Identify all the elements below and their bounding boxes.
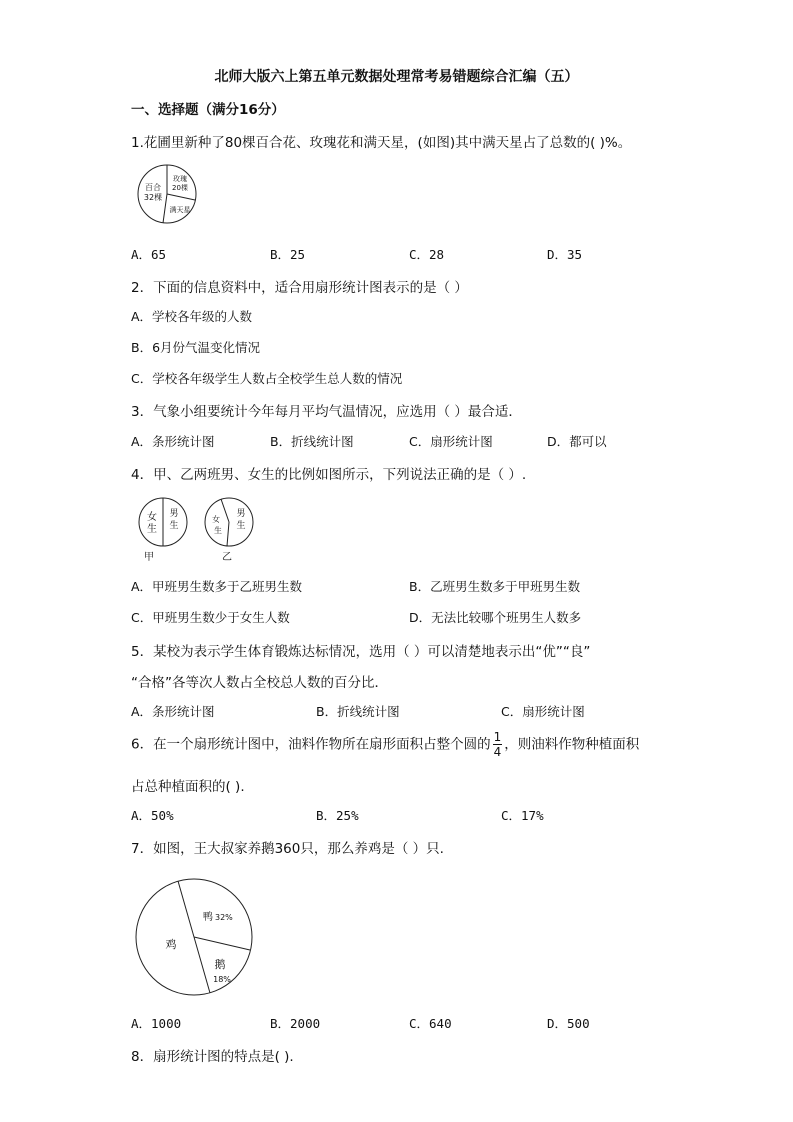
q5-option-b[interactable]: B．折线统计图 bbox=[316, 704, 400, 719]
q1-label-lily: 百合 bbox=[145, 183, 161, 192]
q6-text-after: ，则油料作物种植面积 bbox=[504, 736, 640, 753]
q4-pie-yi-divider-2 bbox=[227, 522, 229, 546]
q3-option-d[interactable]: D．都可以 bbox=[547, 434, 607, 449]
q7-label-chicken: 鸡 bbox=[165, 938, 177, 951]
question-6-line-1 bbox=[131, 730, 639, 759]
q1-pie-divider-right bbox=[167, 194, 195, 200]
q4-option-b[interactable]: B．乙班男生数多于甲班男生数 bbox=[409, 579, 581, 594]
q4-jia-male-2: 生 bbox=[169, 521, 179, 531]
question-2-text: 2．下面的信息资料中，适合用扇形统计图表示的是（ ） bbox=[131, 280, 468, 296]
q1-label-rose: 玫瑰 bbox=[173, 175, 187, 183]
q6-text-before: 6．在一个扇形统计图中，油料作物所在扇形面积占整个圆的 bbox=[131, 736, 491, 753]
question-6-line-2: 占总种植面积的( ). bbox=[131, 779, 245, 795]
q7-label-goose-pct: 18% bbox=[213, 975, 231, 984]
q2-option-a[interactable]: A．学校各年级的人数 bbox=[131, 309, 253, 324]
q4-option-d[interactable]: D．无法比较哪个班男生人数多 bbox=[409, 610, 582, 625]
question-5-line-2: “合格”各等次人数占全校总人数的百分比． bbox=[131, 675, 388, 691]
q3-option-b[interactable]: B．折线统计图 bbox=[270, 434, 354, 449]
q6-option-c[interactable]: C．17% bbox=[501, 808, 544, 823]
q4-jia-female-2: 生 bbox=[147, 524, 157, 535]
q1-option-c[interactable]: C．28 bbox=[409, 247, 445, 262]
q4-yi-label: 乙 bbox=[222, 552, 232, 563]
q7-option-c[interactable]: C．640 bbox=[409, 1016, 452, 1031]
q3-option-c[interactable]: C．扇形统计图 bbox=[409, 434, 493, 449]
q4-yi-female-2: 生 bbox=[214, 526, 222, 535]
q1-option-a[interactable]: A．65 bbox=[131, 247, 167, 262]
question-7-text: 7．如图，王大叔家养鹅360只，那么养鸡是（ ）只. bbox=[131, 841, 444, 857]
q1-label-star: 满天星 bbox=[169, 206, 191, 214]
page-title: 北师大版六上第五单元数据处理常考易错题综合汇编（五） bbox=[214, 69, 579, 85]
q4-jia-label: 甲 bbox=[144, 552, 154, 563]
q3-option-a[interactable]: A．条形统计图 bbox=[131, 434, 215, 449]
q4-pie-yi-divider-1 bbox=[221, 499, 229, 522]
q7-option-d[interactable]: D．500 bbox=[547, 1016, 590, 1031]
q6-option-b[interactable]: B．25% bbox=[316, 808, 359, 823]
q4-option-a[interactable]: A．甲班男生数多于乙班男生数 bbox=[131, 579, 303, 594]
q7-option-b[interactable]: B．2000 bbox=[270, 1016, 321, 1031]
q7-label-goose: 鹅 bbox=[214, 958, 226, 971]
question-4-text: 4．甲、乙两班男、女生的比例如图所示，下列说法正确的是（ ）. bbox=[131, 467, 527, 483]
q2-option-c[interactable]: C．学校各年级学生人数占全校学生总人数的情况 bbox=[131, 371, 403, 386]
q6-fraction-denominator: 4 bbox=[493, 745, 502, 759]
q7-pie-divider-right bbox=[194, 937, 250, 950]
q7-pie-divider-top bbox=[178, 881, 194, 937]
q5-option-c[interactable]: C．扇形统计图 bbox=[501, 704, 585, 719]
q7-option-a[interactable]: A．1000 bbox=[131, 1016, 182, 1031]
q2-option-b[interactable]: B．6月份气温变化情况 bbox=[131, 340, 261, 355]
q6-fraction bbox=[493, 730, 503, 759]
q5-option-a[interactable]: A．条形统计图 bbox=[131, 704, 215, 719]
q4-yi-male-1: 男 bbox=[236, 509, 246, 519]
q1-pie-divider-bottom bbox=[163, 194, 167, 223]
q4-jia-female-1: 女 bbox=[147, 512, 157, 523]
q4-pie-chart-yi bbox=[201, 496, 257, 564]
q1-label-lily-count: 32棵 bbox=[143, 193, 163, 202]
q1-pie-chart bbox=[135, 162, 199, 226]
q1-option-b[interactable]: B．25 bbox=[270, 247, 306, 262]
question-1-text: 1.花圃里新种了80棵百合花、玫瑰花和满天星，(如图)其中满天星占了总数的( )%。 bbox=[131, 135, 632, 151]
q4-yi-female-1: 女 bbox=[212, 515, 220, 524]
q7-label-duck-pct: 32% bbox=[215, 913, 233, 922]
q7-pie-chart bbox=[133, 876, 255, 998]
q4-jia-male-1: 男 bbox=[169, 509, 179, 519]
q1-label-rose-count: 20棵 bbox=[172, 184, 188, 192]
q6-fraction-numerator: 1 bbox=[493, 730, 502, 744]
q4-pie-chart-jia bbox=[135, 496, 191, 564]
question-8-text: 8．扇形统计图的特点是( ). bbox=[131, 1049, 294, 1065]
q7-label-duck: 鸭 bbox=[203, 912, 213, 923]
q4-option-c[interactable]: C．甲班男生数少于女生人数 bbox=[131, 610, 290, 625]
section-heading: 一、选择题（满分16分） bbox=[131, 102, 285, 118]
question-5-line-1: 5．某校为表示学生体育锻炼达标情况，选用（ ）可以清楚地表示出“优”“良” bbox=[131, 644, 591, 660]
question-3-text: 3．气象小组要统计今年每月平均气温情况，应选用（ ）最合适． bbox=[131, 404, 522, 420]
q4-yi-male-2: 生 bbox=[236, 521, 246, 531]
q6-option-a[interactable]: A．50% bbox=[131, 808, 174, 823]
q7-pie-divider-bottom bbox=[194, 937, 210, 993]
q1-option-d[interactable]: D．35 bbox=[547, 247, 583, 262]
